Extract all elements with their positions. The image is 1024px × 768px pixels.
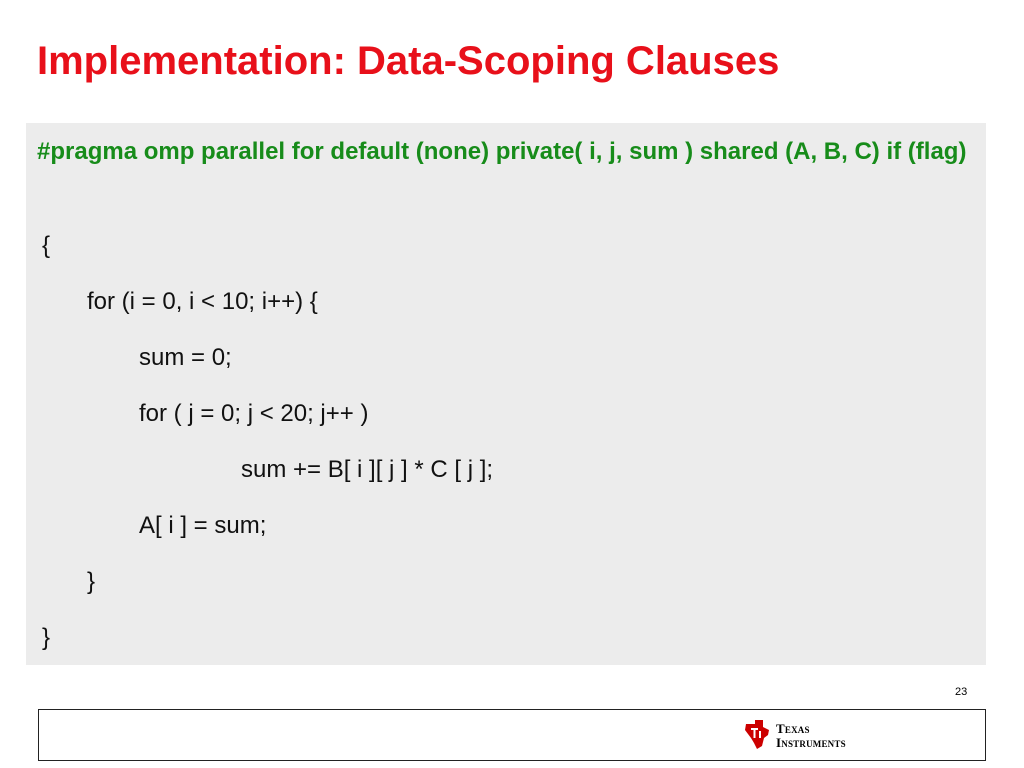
code-line-sum-accumulate: sum += B[ i ][ j ] * C [ j ]; [241,456,494,483]
code-line-sum-init: sum = 0; [139,344,232,371]
code-line-for-j: for ( j = 0; j < 20; j++ ) [139,400,369,427]
code-line-close-for: } [87,568,96,595]
code-line-for-i: for (i = 0, i < 10; i++) { [87,288,318,315]
code-line-open-brace: { [42,232,51,259]
logo-word-instruments: Instruments [776,735,846,750]
texas-instruments-logo [742,718,882,754]
texas-instruments-logo-icon [742,718,772,750]
logo-word-texas: Texas [776,721,810,736]
pragma-directive: #pragma omp parallel for default (none) private( i, j, sum ) shared (A, B, C) if (flag) [37,138,967,165]
slide-title: Implementation: Data-Scoping Clauses [37,39,780,83]
code-line-close-brace: } [42,624,51,651]
slide-number: 23 [955,686,968,698]
code-block [26,123,986,665]
code-line-assign-a: A[ i ] = sum; [139,512,267,539]
